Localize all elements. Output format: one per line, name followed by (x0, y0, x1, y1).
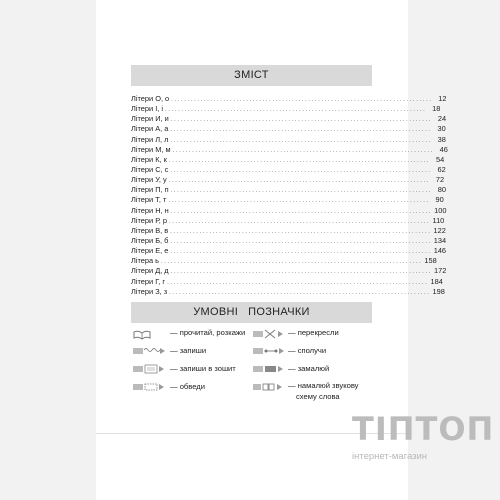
legend-trace-text: — обведи (170, 382, 205, 391)
toc-entry-page: 62 (437, 164, 446, 174)
legend-read-text: — прочитай, розкажи (170, 328, 246, 337)
notebook-write-icon (132, 364, 166, 374)
toc-entry-page: 24 (437, 114, 447, 124)
toc-entry-label: Літери А, а (131, 124, 169, 134)
toc-entry-page: 172 (433, 266, 447, 276)
toc-entry-label: Літери И, и (131, 114, 169, 124)
sound-scheme-icon (252, 382, 286, 392)
toc-row (131, 104, 441, 114)
toc-entry-label: Літери З, з (131, 286, 168, 296)
toc-leader-dots: ................................................................................ (169, 289, 431, 296)
pencil-connect-icon (252, 346, 286, 356)
legend-shade-text: — замалюй (288, 364, 330, 373)
toc-entry-label: Літери Е, е (131, 246, 169, 256)
toc-leader-dots: ................................................................................ (168, 178, 431, 185)
toc-entry-page: 18 (432, 104, 441, 114)
toc-row (131, 195, 444, 205)
legend-sound-scheme-text-2: схему слова (296, 392, 340, 401)
toc-leader-dots: ................................................................................ (171, 97, 433, 103)
pencil-shade-icon (252, 364, 286, 374)
toc-row (131, 124, 446, 134)
toc-entry-label: Літера ь (131, 256, 160, 266)
toc-entry-page: 184 (430, 276, 443, 286)
toc-entry-page: 146 (433, 246, 447, 256)
watermark-subtitle: інтернет-магазин (352, 451, 428, 462)
toc-entry-label: Літери Б, б (131, 235, 169, 245)
legend-write-text: — запиши (170, 346, 207, 355)
toc-entry-label: Літери К, к (131, 154, 167, 164)
toc-row (131, 246, 447, 256)
toc-row (131, 205, 447, 216)
toc-leader-dots: ................................................................................ (161, 259, 423, 266)
toc-leader-dots: ................................................................................ (170, 188, 432, 195)
toc-leader-dots: ................................................................................ (170, 117, 433, 124)
toc-row (131, 266, 447, 276)
toc-entry-page: 54 (435, 154, 445, 164)
toc-entry-label: Літери Г, г (131, 276, 166, 286)
watermark-logo: ТІПТОП (352, 410, 495, 448)
toc-title: ЗМІСТ (234, 69, 269, 81)
toc-entry-label: Літери С, с (131, 164, 169, 174)
toc-row (131, 286, 445, 297)
toc-row (131, 235, 447, 246)
legend-title: УМОВНІ ПОЗНАЧКИ (193, 306, 310, 318)
toc-leader-dots: ................................................................................ (167, 279, 429, 286)
toc-row (131, 144, 448, 155)
toc-row (131, 215, 445, 226)
toc-entry-label: Літери Л, л (131, 134, 169, 144)
toc-leader-dots: ................................................................................ (168, 198, 430, 205)
toc-entry-page: 46 (439, 144, 448, 154)
toc-entry-label: Літери У, у (131, 175, 167, 185)
toc-entry-label: Літери М, м (131, 144, 171, 154)
toc-leader-dots: ................................................................................ (170, 127, 432, 134)
toc-row (131, 256, 437, 266)
toc-entry-label: Літери Д, д (131, 266, 169, 276)
toc-entry-page: 158 (424, 256, 437, 266)
toc-leader-dots: ................................................................................ (170, 137, 432, 144)
toc-entry-page: 110 (432, 215, 445, 225)
toc-entry-page: 198 (432, 286, 445, 296)
legend-cross-out-text: — перекресли (288, 328, 339, 337)
toc-entry-page: 122 (433, 225, 446, 235)
toc-leader-dots: ................................................................................ (170, 249, 432, 256)
pencil-trace-icon (132, 382, 166, 392)
toc-entry-label: Літери Т, т (131, 195, 167, 205)
toc-row (131, 94, 447, 104)
toc-row (131, 164, 446, 175)
legend-notebook-text: — запиши в зошит (170, 364, 236, 373)
toc-entry-label: Літери Р, р (131, 215, 167, 225)
toc-leader-dots: ................................................................................ (165, 107, 427, 114)
toc-entry-page: 38 (437, 134, 446, 144)
pencil-cross-out-icon (252, 329, 286, 339)
toc-entry-page: 30 (437, 124, 446, 134)
toc-row (131, 175, 445, 185)
toc-entry-page: 90 (435, 195, 444, 205)
toc-entry-page: 100 (434, 205, 447, 215)
toc-header (131, 65, 372, 86)
open-book-icon (132, 329, 152, 341)
legend-connect-text: — сполучи (288, 346, 327, 355)
toc-row (131, 185, 446, 195)
toc-leader-dots: ................................................................................ (170, 167, 432, 174)
toc-leader-dots: ................................................................................ (170, 238, 432, 245)
toc-row (131, 225, 446, 236)
toc-list (131, 94, 448, 297)
toc-entry-label: Літери О, о (131, 94, 170, 103)
legend-header (131, 302, 372, 323)
toc-entry-label: Літери В, в (131, 225, 169, 235)
toc-leader-dots: ................................................................................ (168, 218, 431, 225)
pencil-write-icon (132, 346, 166, 356)
toc-leader-dots: ................................................................................ (170, 269, 432, 276)
toc-entry-page: 80 (437, 185, 446, 195)
toc-leader-dots: ................................................................................ (168, 157, 431, 164)
toc-leader-dots: ................................................................................ (170, 228, 432, 235)
toc-leader-dots: ................................................................................ (172, 147, 434, 154)
toc-row (131, 154, 445, 165)
toc-entry-label: Літери Н, н (131, 205, 169, 215)
toc-leader-dots: ................................................................................ (170, 208, 433, 215)
legend-sound-scheme-text: — намалюй звукову (288, 381, 359, 390)
toc-entry-label: Літери П, п (131, 185, 169, 195)
toc-entry-page: 72 (435, 175, 445, 185)
toc-entry-label: Літери І, і (131, 104, 163, 114)
toc-entry-page: 12 (438, 94, 447, 103)
toc-entry-page: 134 (433, 235, 447, 245)
toc-row (131, 114, 447, 124)
toc-row (131, 134, 446, 145)
toc-row (131, 276, 443, 287)
